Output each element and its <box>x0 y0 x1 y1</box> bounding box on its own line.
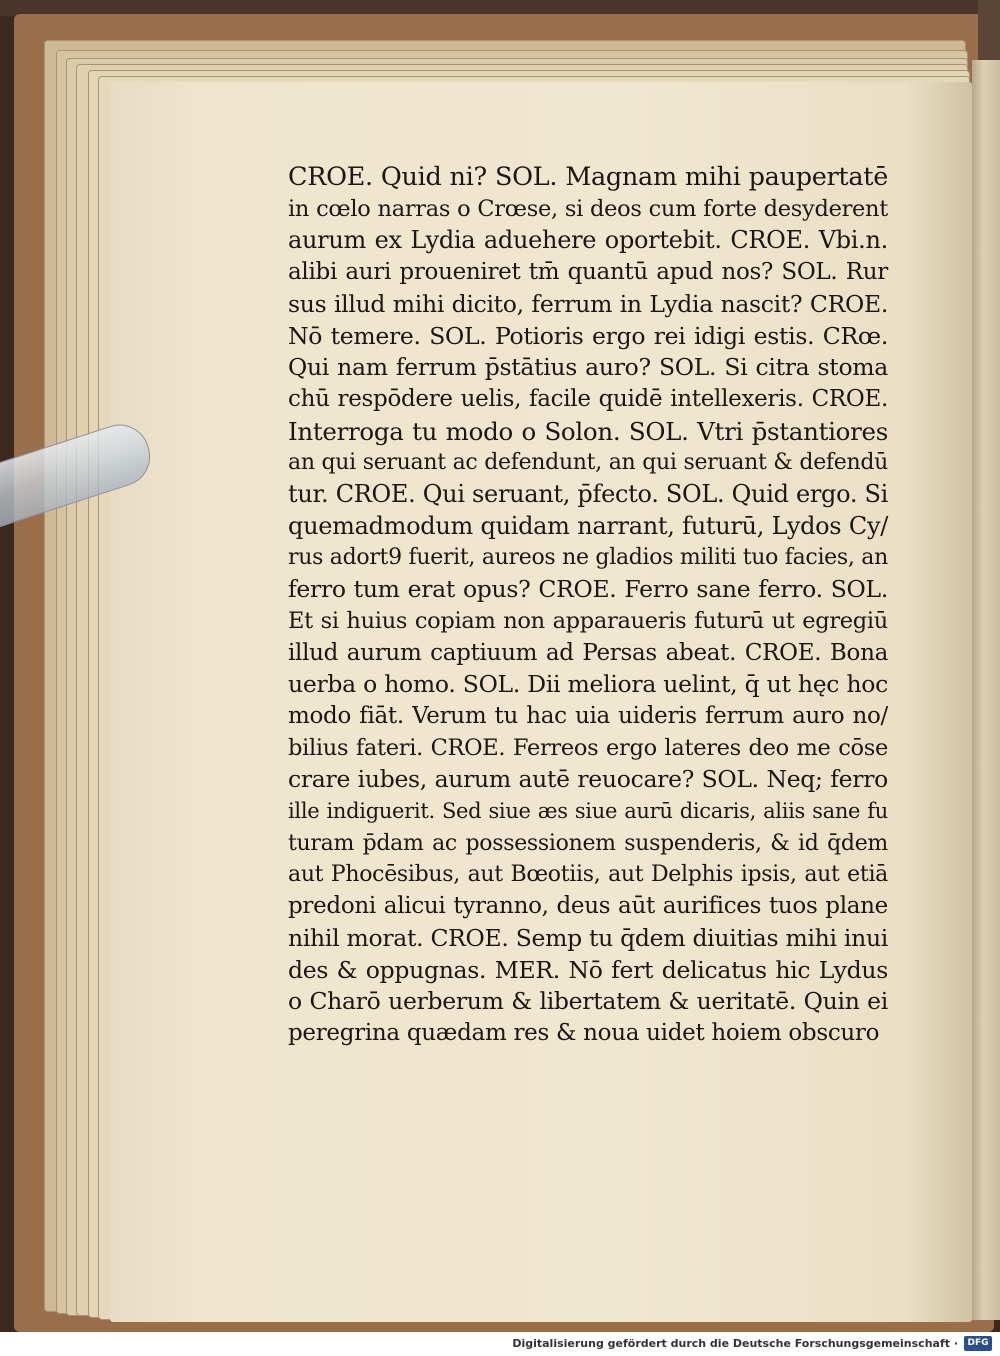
text-line: crare iubes, aurum autē reuocare? SOL. Neq; ferro <box>288 765 888 794</box>
text-line: in cœlo narras o Crœse, si deos cum forte desyderent <box>288 195 888 222</box>
text-line: illud aurum captiuum ad Persas abeat. CROE. Bona <box>288 639 888 666</box>
text-line: ille indiguerit. Sed siue æs siue aurū dicaris, aliis sane fu <box>288 799 888 824</box>
text-line: Qui nam ferrum p̄stātius auro? SOL. Si citra stoma <box>288 353 888 382</box>
digitization-footer <box>0 1332 1000 1356</box>
text-line: o Charō uerberum & libertatem & ueritatē. Quin ei <box>288 987 888 1016</box>
text-line: alibi auri proueniret tm̄ quantū apud nos? SOL. Rur <box>288 259 888 286</box>
text-line: tur. CROE. Qui seruant, p̄fecto. SOL. Quid ergo. Si <box>288 480 889 509</box>
text-line: bilius fateri. CROE. Ferreos ergo lateres deo me cōse <box>288 734 888 761</box>
funding-credit: Digitalisierung gefördert durch die Deutsche Forschungsgemeinschaft · <box>512 1337 958 1350</box>
text-line: peregrina quædam res & noua uidet hoiem obscuro <box>288 1019 880 1046</box>
text-line: sus illud mihi dicito, ferrum in Lydia nascit? CROE. <box>288 289 888 318</box>
text-line: CROE. Quid ni? SOL. Magnam mihi paupertatē <box>288 162 888 192</box>
text-line: uerba o homo. SOL. Dii meliora uelint, q̄ ut hęc hoc <box>288 670 888 699</box>
text-line: predoni alicui tyranno, deus aūt aurifices tuos plane <box>288 893 888 920</box>
text-line: aut Phocēsibus, aut Bœotiis, aut Delphis ipsis, aut etiā <box>288 862 888 888</box>
text-line: Et si huius copiam non apparaueris futurū ut egregiū <box>288 607 888 634</box>
text-line: Nō temere. SOL. Potioris ergo rei idigi estis. CRœ. <box>288 321 888 350</box>
text-line: rus adort9 fuerit, aureos ne gladios militi tuo facies, an <box>288 545 888 571</box>
dfg-logo: DFG <box>964 1336 992 1351</box>
text-line: aurum ex Lydia aduehere oportebit. CROE. Vbi.n. <box>288 226 888 255</box>
text-line: ferro tum erat opus? CROE. Ferro sane ferro. SOL. <box>288 575 888 604</box>
text-line: des & oppugnas. MER. Nō fert delicatus hic Lydus <box>288 955 888 984</box>
facing-page-edge <box>972 60 1000 1320</box>
text-line: turam p̄dam ac possessionem suspenderis, & id q̄dem <box>288 830 888 856</box>
text-line: an qui seruant ac defendunt, an qui seruant & defendū <box>288 450 888 476</box>
text-line: chū respōdere uelis, facile quidē intellexeris. CROE. <box>288 385 888 412</box>
text-line: Interroga tu modo o Solon. SOL. Vtri p̄stantiores <box>288 416 888 446</box>
text-line: nihil morat. CROE. Semp tu q̄dem diuitias mihi inui <box>288 923 888 952</box>
printed-text-block <box>288 162 888 1050</box>
text-line: modo fiāt. Verum tu hac uia uideris ferrum auro no/ <box>288 702 888 729</box>
text-line: quemadmodum quidam narrant, futurū, Lydos Cy/ <box>288 511 888 540</box>
background-corner <box>978 0 1000 60</box>
